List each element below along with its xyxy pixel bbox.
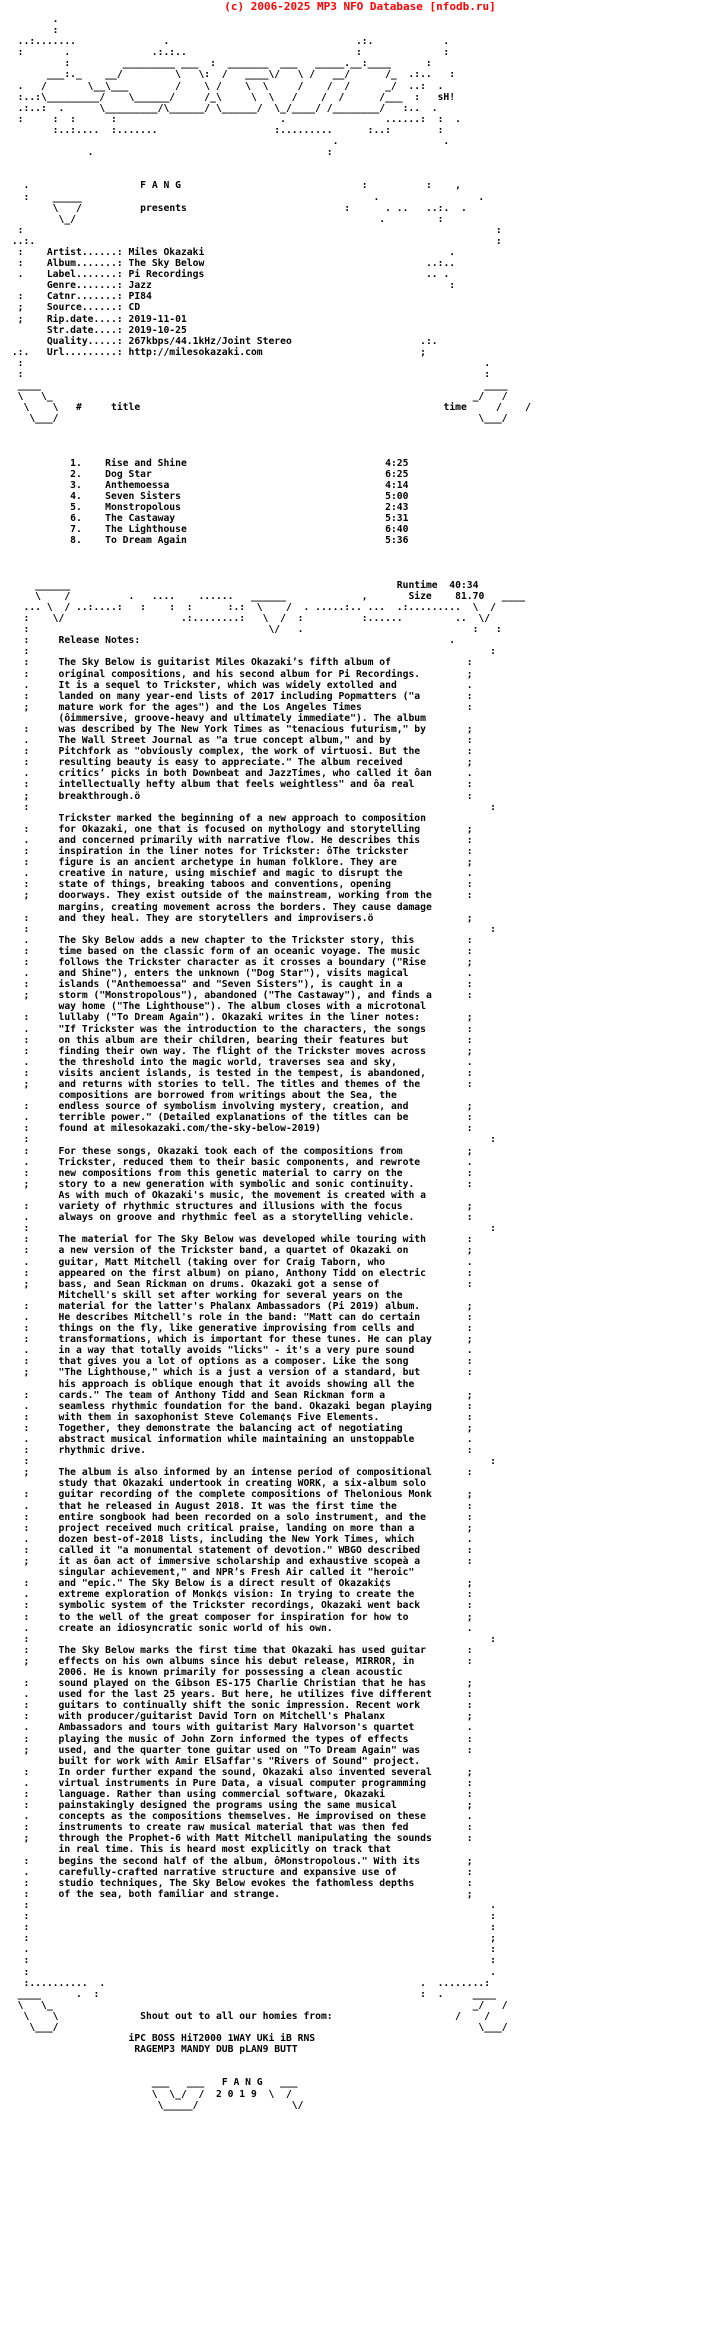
note-line: way home ("The Lighthouse"). The album closes with a microtonal — [58, 1001, 426, 1013]
note-line: The Sky Below marks the first time that Okazaki has used guitar — [58, 1644, 426, 1656]
label-value: Pi Recordings — [128, 269, 205, 281]
note-line: 2006. He is known primarily for possessing a clean acoustic — [58, 1666, 403, 1678]
note-line: islands ("Anthemoessa" and "Seven Sisters"), is caught in a — [58, 979, 403, 991]
note-line: was described by The New York Times as "tenacious futurism," by — [58, 724, 426, 735]
note-line: figure is an ancient archetype in human folklore. They are — [58, 857, 397, 869]
note-line: called it "a monumental statement of devotion." WBGO described — [58, 1544, 421, 1556]
track-time: 6:40 — [385, 524, 409, 536]
note-line: material for the latter's Phalanx Ambassadors (Pi 2019) album. — [58, 1300, 421, 1312]
note-line: begins the second half of the album, ôMonstropolous." With its — [58, 1855, 421, 1867]
note-line: Together, they demonstrate the balancing act of negotiating — [58, 1422, 403, 1434]
note-line: creative in nature, using mischief and magic to disrupt the — [58, 868, 403, 880]
note-line: The Sky Below adds a new chapter to the Trickster story, this — [58, 934, 415, 946]
track-title: Seven Sisters — [105, 491, 181, 503]
note-line: in a way that totally avoids "licks" - it's a very pure sound — [58, 1345, 415, 1357]
size-label: Size — [408, 590, 432, 602]
note-line: with producer/guitarist David Torn on Mitchell's Phalanx — [58, 1711, 386, 1723]
release-notes-label: Release Notes: — [58, 635, 141, 647]
note-line: story to a new generation with symbolic and sonic continuity. — [58, 1178, 415, 1190]
note-line: studio techniques, The Sky Below evokes the fathomless depths — [58, 1877, 415, 1889]
note-line: always on groove and rhythmic feel as a storytelling vehicle. — [58, 1212, 415, 1224]
note-line: In order further expand the sound, Okazaki also invented several — [58, 1766, 432, 1778]
track-title: Rise and Shine — [105, 457, 187, 469]
note-line: extreme exploration of Monk¢s vision: In trying to create the — [58, 1589, 415, 1601]
note-line: cards." The team of Anthony Tidd and Sean Rickman form a — [58, 1389, 386, 1401]
note-line: The material for The Sky Below was developed while touring with — [58, 1234, 426, 1246]
note-line: critics’ picks in both Downbeat and JazzTimes, who called it ôan — [58, 768, 432, 780]
note-line: visits ancient islands, is tested in the tempest, is abandoned, — [58, 1067, 426, 1079]
greetings-line-1: iPC BOSS HiT2000 1WAY UKi iB RNS — [128, 2033, 316, 2045]
note-line: original compositions, and his second album for Pi Recordings. — [58, 668, 421, 680]
note-line: (ôimmersive, groove-heavy and ultimately immediate"). The album — [58, 712, 426, 724]
presents-label: presents — [140, 202, 187, 214]
track-title: The Castaway — [105, 513, 176, 525]
note-line: in real time. This is heard most explicitly on track that — [58, 1844, 391, 1856]
note-line: transformations, which is important for these tunes. He can play — [58, 1334, 432, 1346]
runtime-label: Runtime — [396, 579, 438, 591]
note-line: language. Rather than using commercial software, Okazaki — [58, 1789, 386, 1800]
rip-date-value: 2019-11-01 — [128, 313, 187, 325]
col-num: # — [76, 402, 82, 414]
note-line: and they heal. They are storytellers and improvisers.ö — [58, 912, 374, 924]
track-title: Monstropolous — [105, 502, 181, 514]
note-line: project received much critical praise, landing on more than a — [58, 1522, 415, 1534]
note-line: compositions are borrowed from writings about the Sea, the — [58, 1090, 397, 1102]
note-line: lullaby ("To Dream Again"). Okazaki writes in the liner notes: — [58, 1012, 421, 1024]
note-line: the threshold into the magic world, traverses sea and sky, — [58, 1056, 397, 1068]
url-value: http://milesokazaki.com — [128, 346, 263, 358]
note-line: new compositions from this genetic material to carry on the — [58, 1167, 403, 1179]
track-title: To Dream Again — [105, 535, 187, 547]
note-line: The Sky Below is guitarist Miles Okazaki’s fifth album of — [58, 657, 391, 669]
note-line: and Shine"), enters the unknown ("Dog Star"), visits magical — [58, 968, 409, 980]
note-line: guitar, Matt Mitchell (taking over for Craig Taborn, who — [58, 1256, 386, 1268]
track-time: 4:14 — [385, 479, 409, 491]
note-line: appeared on the first album) on piano, Anthony Tidd on electric — [58, 1267, 426, 1279]
col-time: time — [443, 402, 467, 414]
note-line: dozen best-of-2018 lists, including the New York Times, which — [58, 1533, 415, 1545]
footer-group: F A N G — [221, 2077, 263, 2089]
track-time: 5:36 — [385, 535, 409, 547]
track-time: 5:31 — [385, 513, 409, 525]
note-line: Pitchfork as "obviously complex, the work of virtuosi. But the — [58, 746, 421, 758]
note-line: and "epic." The Sky Below is a direct result of Okazaki¢s — [58, 1578, 391, 1590]
note-line: variety of rhythmic structures and illusions with the focus — [58, 1201, 403, 1213]
col-title: title — [111, 402, 141, 414]
note-line: create an idiosyncratic sonic world of his own. — [58, 1622, 333, 1634]
note-line: concepts as the compositions themselves. He improvised on these — [58, 1811, 426, 1823]
note-line: margins, creating movement across the borders. They cause damage — [58, 901, 432, 913]
track-time: 2:43 — [385, 502, 409, 514]
note-line: sound played on the Gibson ES-175 Charlie Christian that he has — [58, 1678, 426, 1690]
note-line: doorways. They exist outside of the mainstream, working from the — [58, 890, 432, 902]
note-line: time based on the classic form of an oceanic voyage. The music — [58, 945, 421, 957]
note-line: landed on many year-end lists of 2017 including Popmatters ("a — [58, 690, 421, 702]
note-line: storm ("Monstropolous"), abandoned ("The Castaway"), and finds a — [58, 990, 432, 1002]
note-line: found at milesokazaki.com/the-sky-below-2019) — [58, 1123, 321, 1135]
source-value: CD — [128, 302, 141, 314]
artist-value: Miles Okazaki — [128, 246, 205, 258]
note-line: bass, and Sean Rickman on drums. Okazaki got a sense of — [58, 1278, 380, 1290]
note-line: study that Okazaki undertook in creating WORK, a six-album solo — [58, 1478, 426, 1490]
note-line: of the sea, both familiar and strange. — [58, 1888, 281, 1900]
note-line: Trickster, reduced them to their basic components, and rewrote — [58, 1156, 421, 1168]
note-line: inspiration in the liner notes for Trickster: ôThe trickster — [58, 846, 409, 858]
track-time: 5:00 — [385, 491, 409, 503]
note-line: it as ôan act of immersive scholarship and exhaustive scopeà a — [58, 1556, 421, 1568]
note-line: entire songbook had been recorded on a solo instrument, and the — [58, 1511, 426, 1523]
album-value: The Sky Below — [128, 258, 205, 270]
note-line: intellectually hefty album that feels weightless" and ôa real — [58, 779, 415, 791]
runtime-value: 40:34 — [449, 579, 479, 591]
note-line: abstract musical information while maintaining an unstoppable — [58, 1434, 415, 1445]
group-name: F A N G — [140, 180, 181, 192]
genre-value: Jazz — [128, 280, 152, 292]
note-line: The album is also informed by an intense period of compositional — [58, 1467, 432, 1479]
note-line: a new version of the Trickster band, a quartet of Okazaki on — [58, 1245, 409, 1257]
footer-year: 2 0 1 9 — [215, 2088, 257, 2100]
note-line: with them in saxophonist Steve Coleman¢s Five Elements. — [58, 1411, 380, 1423]
shoutout-label: Shout out to all our homies from: — [140, 2010, 333, 2022]
note-line: through the Prophet-6 with Matt Mitchell manipulating the sounds — [58, 1833, 432, 1845]
note-line: seamless rhythmic foundation for the band. Okazaki began playing — [58, 1400, 432, 1412]
note-line: built for work with Amir ElSaffar's "Rivers of Sound" project. — [58, 1755, 421, 1767]
note-line: finding their own way. The flight of the Trickster moves across — [58, 1045, 426, 1057]
note-line: resulting beauty is easy to appreciate." The album received — [58, 757, 403, 769]
note-line: "The Lighthouse," which is a just a version of a standard, but — [58, 1367, 421, 1379]
note-line: playing the music of John Zorn informed the types of effects — [58, 1733, 409, 1745]
note-line: Ambassadors and tours with guitarist Mary Halvorson's quartet — [58, 1722, 415, 1734]
track-time: 4:25 — [385, 457, 409, 469]
nfo-text: . : ..:....... . .:. . : . .:.:.. : : : _________ ___ : _______ ___ _____.__:____ : ___:._ __/ \ \: / ____\/ \ / __/ /_ .:.. : . / \__\___ / \ / \ \ / / / _/ ..: . :..:\_________/ \______/ /_\ \ \ / / / /___ : sH! .:..: . \_________/\______/ \______/ \_/____/ /________/ :.. . : : : : . ......: : . :..:.... :....... :......... :..: : . . . : . F A N G : : , : _____ . . \ / presents : . .. ..:. . \_/ . : : : ..:. : : Artist......: Miles Okazaki . : Album.......: The Sky Below ..:.. . Label.......: Pi Recordings .. . Genre.......: Jazz : : Catnr.......: PI84 ; Source......: CD ; Rip.date....: 2019-11-01 Str.date....: 2019-10-25 Quality.....: 267kbps/44.1kHz/Joint Stereo .:. .:. Url.........: http://milesokazaki.com ; : . : : ____ ____ \ \_ _/ / \ \ # title time / / \___/ \___/ 1. Rise and Shine 4:25 2. Dog Star 6:25 3. Anthemoessa 4:14 4. Seven Sisters 5:00 5. Monstropolous 2:43 6. The Castaway 5:31 7. The Lighthouse 6:40 8. To Dream Again 5:36 ______ Runtime 40:34 \ / . .... ...... ______ , Size 81.70 ____ ... \ / ..:....: : : : :.: \ / . .....:.. ... .:......... \ / : \/ .:........: \ / : :...... .. \/ : \/ . : : : Release Notes: . : : : The Sky Below is guitarist Miles Okazaki’s fifth album of : : original compositions, and his second album for Pi Recordings. ; . It is a sequel to Trickster, which was widely extolled and . : landed on many year-end lists of 2017 including Popmatters ("a : ; mature work for the ages") and the Los Angeles Times : (ôimmersive, groove-heavy and ultimately immediate"). The album : was described by The New York Times as "tenacious futurism," by ; . The Wall Street Journal as "a true concept album," and by : : Pitchfork as "obviously complex, the work of virtuosi. But the : : resulting beauty is easy to appreciate." The album received ; . critics’ picks in both Downbeat and JazzTimes, who called it ôan . : intellectually hefty album that feels weightless" and ôa real : ; breakthrough.ö : : : Trickster marked the beginning of a new approach to composition : for Okazaki, one that is focused on mythology and storytelling ; . and concerned primarily with narrative flow. He describes this : : inspiration in the liner notes for Trickster: ôThe trickster : : figure is an ancient archetype in human folklore. They are ; . creative in nature, using mischief and magic to disrupt the . : state of things, breaking taboos and conventions, opening : ; doorways. They exist outside of the mainstream, working from the : margins, creating movement across the borders. They cause damage : and they heal. They are storytellers and improvisers.ö ; : : . The Sky Below adds a new chapter to the Trickster story, this : : time based on the classic form of an oceanic voyage. The music : : follows the Trickster character as it crosses a boundary ("Rise ; . and Shine"), enters the unknown ("Dog Star"), visits magical . : islands ("Anthemoessa" and "Seven Sisters"), is caught in a : ; storm ("Monstropolous"), abandoned ("The Castaway"), and finds a : way home ("The Lighthouse"). The album closes with a microtonal : lullaby ("To Dream Again"). Okazaki writes in the liner notes: ; . "If Trickster was the introduction to the characters, the songs : : on this album are their children, bearing their features but : : finding their own way. The flight of the Trickster moves across ; . the threshold into the magic world, traverses sea and sky, . : visits ancient islands, is tested in the tempest, is abandoned, : ; and returns with stories to tell. The titles and themes of the : compositions are borrowed from writings about the Sea, the : endless source of symbolism involving mystery, creation, and ; . terrible power." (Detailed explanations of the titles can be : : found at milesokazaki.com/the-sky-below-2019) : : : : For these songs, Okazaki took each of the compositions from ; . Trickster, reduced them to their basic components, and rewrote . : new compositions from this genetic material to carry on the : ; story to a new generation with symbolic and sonic continuity. : As with much of Okazaki's music, the movement is created with a : variety of rhythmic structures and illusions with the focus ; . always on groove and rhythmic feel as a storytelling vehicle. : : : : The material for The Sky Below was developed while touring with : : a new version of the Trickster band, a quartet of Okazaki on ; . guitar, Matt Mitchell (taking over for Craig Taborn, who . : appeared on the first album) on piano, Anthony Tidd on electric : ; bass, and Sean Rickman on drums. Okazaki got a sense of : Mitchell's skill set after working for several years on the : material for the latter's Phalanx Ambassadors (Pi 2019) album. ; . He describes Mitchell's role in the band: "Matt can do certain : : things on the fly, like generative improvising from cells and : : transformations, which is important for these tunes. He can play ; . in a way that totally avoids "licks" - it's a very pure sound . : that gives you a lot of options as a composer. Like the song : ; "The Lighthouse," which is a just a version of a standard, but : his approach is oblique enough that it avoids showing all the : cards." The team of Anthony Tidd and Sean Rickman form a ; . seamless rhythmic foundation for the band. Okazaki began playing : : with them in saxophonist Steve Coleman¢s Five Elements. : : Together, they demonstrate the balancing act of negotiating ; . abstract musical information while maintaining an unstoppable . : rhythmic drive. : : : ; The album is also informed by an intense period of compositional : study that Okazaki undertook in creating WORK, a six-album solo : guitar recording of the complete compositions of Thelonious Monk ; . that he released in August 2018. It was the first time the : : entire songbook had been recorded on a solo instrument, and the : : project received much critical praise, landing on more than a ; . dozen best-of-2018 lists, including the New York Times, which . : called it "a monumental statement of devotion." WBGO described : ; it as ôan act of immersive scholarship and exhaustive scopeà a : singular achievement," and NPR’s Fresh Air called it "heroic" : and "epic." The Sky Below is a direct result of Okazaki¢s ; . extreme exploration of Monk¢s vision: In trying to create the : : symbolic system of the Trickster recordings, Okazaki went back : : to the well of the great composer for inspiration for how to ; . create an idiosyncratic sonic world of his own. . : : : The Sky Below marks the first time that Okazaki has used guitar : ; effects on his own albums since his debut release, MIRROR, in : 2006. He is known primarily for possessing a clean acoustic : sound played on the Gibson ES-175 Charlie Christian that he has ; . used for the last 25 years. But here, he utilizes five different : : guitars to continually shift the sonic impression. Recent work : : with producer/guitarist David Torn on Mitchell's Phalanx ; . Ambassadors and tours with guitarist Mary Halvorson's quartet . : playing the music of John Zorn informed the types of effects : ; used, and the quarter tone guitar used on "To Dream Again" was : built for work with Amir ElSaffar's "Rivers of Sound" project. : In order further expand the sound, Okazaki also invented several ; . virtual instruments in Pure Data, a visual computer programming : : language. Rather than using commercial software, Okazaki : : painstakingly designed the programs using the same musical ; . concepts as the compositions themselves. He improvised on these . : instruments to create raw musical material that was then fed : ; through the Prophet-6 with Matt Mitchell manipulating the sounds : in real time. This is heard most explicitly on track that : begins the second half of the album, ôMonstropolous." With its ; . carefully-crafted narrative structure and expansive use of : : studio techniques, The Sky Below evokes the fathomless depths : : of the sea, both familiar and strange. ; : . : : : : : ; . : : : : . :.......... . . ........: ____ . : : . ____ \ \_ _/ / \ \ Shout out to all our homies from: / / \___/ \___/ iPC BOSS HiT2000 1WAY UKi iB RNS RAGEMP3 MANDY DUB pLAN9 BUTT ___ ___ F A N G ___ \ \_/ / 2 0 1 9 \ / \_____/ \/ — [11, 14, 531, 2111]
note-line: singular achievement," and NPR’s Fresh Air called it "heroic" — [58, 1567, 415, 1579]
note-line: virtual instruments in Pure Data, a visual computer programming — [58, 1777, 426, 1789]
size-value: 81.70 — [455, 590, 485, 602]
catnr-value: PI84 — [128, 291, 152, 303]
note-line: used for the last 25 years. But here, he utilizes five different — [58, 1689, 432, 1701]
note-line: and concerned primarily with narrative flow. He describes this — [58, 834, 421, 846]
note-line: mature work for the ages") and the Los Angeles Times — [58, 701, 362, 713]
note-line: endless source of symbolism involving mystery, creation, and — [58, 1101, 409, 1113]
note-line: Mitchell's skill set after working for several years on the — [58, 1289, 403, 1301]
note-line: things on the fly, like generative improvising from cells and — [58, 1323, 415, 1335]
note-line: painstakingly designed the programs using the same musical — [58, 1800, 397, 1812]
track-time: 6:25 — [385, 468, 409, 480]
note-line: carefully-crafted narrative structure and expansive use of — [58, 1866, 397, 1878]
note-line: that gives you a lot of options as a composer. Like the song — [58, 1356, 409, 1368]
track-title: Dog Star — [105, 468, 152, 480]
note-line: breakthrough.ö — [58, 790, 141, 802]
source-banner: (c) 2006-2025 MP3 NFO Database [nfodb.ru] — [224, 0, 496, 13]
note-line: Trickster marked the beginning of a new approach to composition — [58, 812, 426, 824]
note-line: state of things, breaking taboos and conventions, opening — [58, 879, 391, 891]
quality-value: 267kbps/44.1kHz/Joint Stereo — [128, 335, 292, 347]
note-line: The Wall Street Journal as "a true concept album," and by — [58, 735, 391, 747]
track-title: The Lighthouse — [105, 524, 187, 536]
note-line: symbolic system of the Trickster recordings, Okazaki went back — [58, 1600, 421, 1612]
note-line: He describes Mitchell's role in the band: "Matt can do certain — [58, 1311, 421, 1323]
note-line: It is a sequel to Trickster, which was widely extolled and — [58, 679, 397, 691]
note-line: for Okazaki, one that is focused on mythology and storytelling — [58, 823, 421, 835]
note-line: to the well of the great composer for inspiration for how to — [58, 1611, 409, 1623]
track-title: Anthemoessa — [105, 479, 170, 491]
str-date-value: 2019-10-25 — [128, 324, 187, 336]
note-line: As with much of Okazaki's music, the movement is created with a — [58, 1189, 426, 1201]
note-line: terrible power." (Detailed explanations of the titles can be — [58, 1112, 409, 1124]
note-line: on this album are their children, bearing their features but — [58, 1034, 409, 1046]
note-line: "If Trickster was the introduction to the characters, the songs — [58, 1023, 426, 1035]
note-line: that he released in August 2018. It was the first time the — [58, 1500, 397, 1512]
note-line: rhythmic drive. — [58, 1445, 146, 1457]
note-line: guitar recording of the complete compositions of Thelonious Monk — [58, 1489, 432, 1501]
note-line: guitars to continually shift the sonic impression. Recent work — [58, 1700, 421, 1712]
note-line: his approach is oblique enough that it avoids showing all the — [58, 1378, 415, 1390]
note-line: For these songs, Okazaki took each of the compositions from — [58, 1145, 403, 1157]
note-line: and returns with stories to tell. The titles and themes of the — [58, 1079, 421, 1090]
note-line: instruments to create raw musical material that was then fed — [58, 1822, 409, 1834]
note-line: effects on his own albums since his debut release, MIRROR, in — [58, 1655, 415, 1667]
greetings-line-2: RAGEMP3 MANDY DUB pLAN9 BUTT — [134, 2044, 298, 2056]
note-line: follows the Trickster character as it crosses a boundary ("Rise — [58, 956, 426, 968]
note-line: used, and the quarter tone guitar used on "To Dream Again" was — [58, 1744, 421, 1756]
